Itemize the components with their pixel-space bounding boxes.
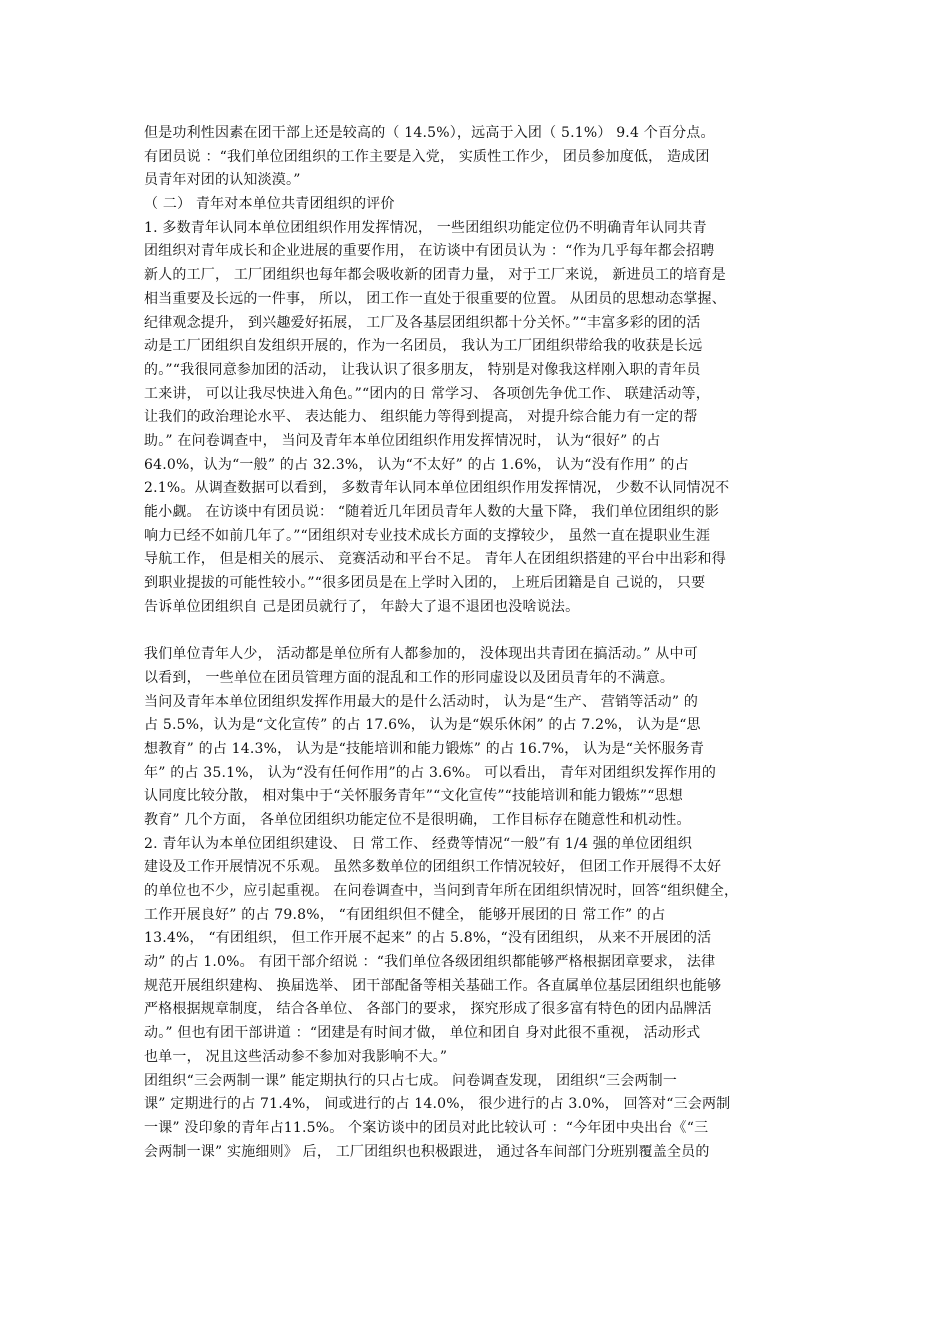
paragraph-block-2 <box>144 643 814 1164</box>
text-line: 严格根据规章制度， 结合各单位、 各部门的要求， 探究形成了很多富有特色的团内品牌活 <box>144 1001 712 1018</box>
text-line: 新人的工厂， 工厂团组织也每年都会吸收新的团青力量， 对于工厂来说， 新进员工的培育是 <box>144 267 726 284</box>
text-line: 想教育” 的占 14.3%， 认为是“技能培训和能力锻炼” 的占 16.7%， 认为是“关怀服务青 <box>144 740 705 757</box>
text-line: 告诉单位团组织自 己是团员就行了， 年龄大了退不退团也没啥说法。 <box>144 598 580 615</box>
text-line: 建设及工作开展情况不乐观。 虽然多数单位的团组织工作情况较好， 但团工作开展得不太好 <box>144 859 722 876</box>
text-line: 工作开展良好” 的占 79.8%， “有团组织但不健全， 能够开展团的日 常工作” 的占 <box>144 906 666 923</box>
text-line: 让我们的政治理论水平、 表达能力、 组织能力等得到提高， 对提升综合能力有一定的帮 <box>144 409 698 426</box>
paragraph-block-1 <box>144 122 814 619</box>
text-line: 2. 青年认为本单位团组织建设、 日 常工作、 经费等情况“一般”有 1/4 强的单位团组织 <box>144 835 693 852</box>
text-line: 动是工厂团组织自发组织开展的，作为一名团员， 我认为工厂团组织带给我的收获是长远 <box>144 338 703 355</box>
text-line: 课” 定期进行的占 71.4%， 间或进行的占 14.0%， 很少进行的占 3.0%， 回答对“三会两制 <box>144 1096 731 1113</box>
text-line: 64.0%，认为“一般” 的占 32.3%， 认为“不太好” 的占 1.6%， 认为“没有作用” 的占 <box>144 456 689 473</box>
text-line: 有团员说 ：“我们单位团组织的工作主要是入党， 实质性工作少， 团员参加度低， 造成团 <box>144 148 710 165</box>
text-line: 员青年对团的认知淡漠。” <box>144 172 301 189</box>
text-line: 团组织对青年成长和企业进展的重要作用， 在访谈中有团员认为 ：“作为几乎每年都会招聘 <box>144 243 715 260</box>
text-line: （ 二） 青年对本单位共青团组织的评价 <box>144 196 395 213</box>
text-line: 到职业提拔的可能性较小。”“很多团员是在上学时入团的， 上班后团籍是自 己说的， 只要 <box>144 575 706 592</box>
paragraph-gap <box>144 619 814 643</box>
text-line: 认同度比较分散， 相对集中于“关怀服务青年”“文化宣传”“技能培训和能力锻炼”“思想 <box>144 788 683 805</box>
text-line: 相当重要及长远的一件事， 所以， 团工作一直处于很重要的位置。 从团员的思想动态掌握、 <box>144 290 726 307</box>
text-line: 工来讲， 可以让我尽快进入角色。”“团内的日 常学习、 各项创先争优工作、 联建活动等， <box>144 385 710 402</box>
text-line: 也单一， 况且这些活动参不参加对我影响不大。” <box>144 1048 448 1065</box>
text-line: 能小觑。 在访谈中有团员说： “随着近几年团员青年人数的大量下降， 我们单位团组织的影 <box>144 504 720 520</box>
text-line: 会两制一课” 实施细则》 后， 工厂团组织也积极跟进， 通过各车间部门分班别覆盖全员的 <box>144 1143 710 1160</box>
text-line: 教育” 几个方面， 各单位团组织功能定位不是很明确， 工作目标存在随意性和机动性。 <box>144 811 691 828</box>
text-line: 13.4%， “有团组织， 但工作开展不起来” 的占 5.8%，“没有团组织， 从来不开展团的活 <box>144 930 712 947</box>
text-line: 2.1%。从调查数据可以看到， 多数青年认同本单位团组织作用发挥情况， 少数不认同情况不 <box>144 480 730 497</box>
text-line: 助。” 在问卷调查中， 当问及青年本单位团组织作用发挥情况时， 认为“很好” 的占 <box>144 432 661 449</box>
text-line: 规范开展组织建构、 换届选举、 团干部配备等相关基础工作。各直属单位基层团组织也能够 <box>144 977 722 994</box>
text-line: 团组织“三会两制一课” 能定期执行的只占七成。 问卷调查发现， 团组织“三会两制一 <box>144 1072 678 1089</box>
text-line: 占 5.5%，认为是“文化宣传” 的占 17.6%， 认为是“娱乐休闲” 的占 7.2%， 认为是“思 <box>144 717 701 734</box>
text-line: 纪律观念提升， 到兴趣爱好拓展， 工厂及各基层团组织都十分关怀。”“丰富多彩的团的活 <box>144 314 701 331</box>
text-line: 一课” 没印象的青年占11.5%。 个案访谈中的团员对此比较认可 ：“今年团中央出台《“三 <box>144 1119 709 1136</box>
text-line: 的单位也不少，应引起重视。 在问卷调查中，当问到青年所在团组织情况时，回答“组织健全， <box>144 883 739 899</box>
text-line: 的。”“我很同意参加团的活动， 让我认识了很多朋友， 特别是对像我这样刚入职的青年员 <box>144 361 701 378</box>
text-line: 响力已经不如前几年了。”“团组织对专业技术成长方面的支撑较少， 虽然一直在提职业生涯 <box>144 527 711 544</box>
text-line: 动” 的占 1.0%。 有团干部介绍说 ：“我们单位各级团组织都能够严格根据团章要求， 法律 <box>144 954 716 971</box>
text-line: 以看到， 一些单位在团员管理方面的混乱和工作的形同虚设以及团员青年的不满意。 <box>144 669 675 686</box>
document-page <box>144 122 814 1164</box>
text-line: 但是功利性因素在团干部上还是较高的（ 14.5%），远高于入团（ 5.1%） 9.4 个百分点。 <box>144 125 715 141</box>
text-line: 1. 多数青年认同本单位团组织作用发挥情况， 一些团组织功能定位仍不明确青年认同共青 <box>144 219 707 236</box>
text-line: 当问及青年本单位团组织发挥作用最大的是什么活动时， 认为是“生产、 营销等活动” 的 <box>144 693 699 710</box>
text-line: 我们单位青年人少， 活动都是单位所有人都参加的， 没体现出共青团在搞活动。” 从中可 <box>144 646 698 663</box>
text-line: 年” 的占 35.1%， 认为“没有任何作用”的占 3.6%。 可以看出， 青年对团组织发挥作用的 <box>144 764 717 781</box>
text-line: 动。” 但也有团干部讲道 ：“团建是有时间才做， 单位和团自 身对此很不重视， 活动形式 <box>144 1025 701 1042</box>
text-line: 导航工作， 但是相关的展示、 竞赛活动和平台不足。 青年人在团组织搭建的平台中出彩和得 <box>144 551 726 568</box>
